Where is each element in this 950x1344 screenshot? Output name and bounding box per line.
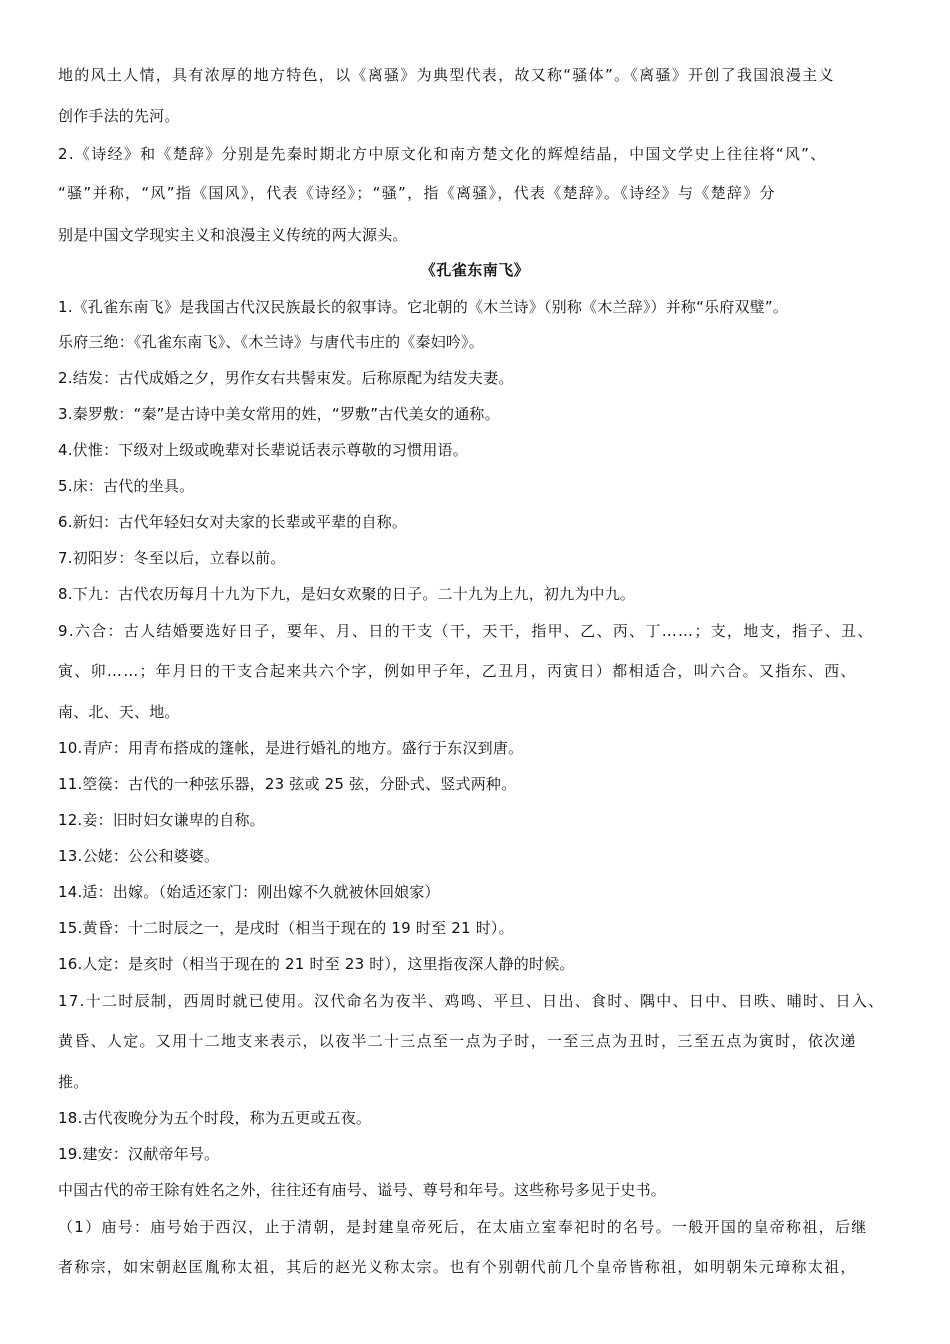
list-item: 16.人定：是亥时（相当于现在的 21 时至 23 时），这里指夜深人静的时候。 — [58, 955, 575, 973]
list-item: 13.公姥：公公和婆婆。 — [58, 847, 220, 865]
intro-line: 别是中国文学现实主义和浪漫主义传统的两大源头。 — [58, 226, 408, 244]
intro-line: 地的风土人情，具有浓厚的地方特色，以《离骚》为典型代表，故又称“骚体”。《离骚》开创了我国浪漫主义 — [58, 66, 835, 84]
list-item: 17.十二时辰制，西周时就已使用。汉代命名为夜半、鸡鸣、平旦、日出、食时、隅中、日中、日昳、晡时、日入、 — [58, 992, 885, 1010]
list-item: 2.结发：古代成婚之夕，男作女右共髻束发。后称原配为结发夫妻。 — [58, 369, 514, 387]
list-item: 12.妾：旧时妇女谦卑的自称。 — [58, 811, 265, 829]
list-item: 15.黄昏：十二时辰之一，是戌时（相当于现在的 19 时至 21 时）。 — [58, 919, 514, 937]
list-item: 10.青庐：用青布搭成的篷帐，是进行婚礼的地方。盛行于东汉到唐。 — [58, 739, 524, 757]
list-item: 6.新妇：古代年轻妇女对夫家的长辈或平辈的自称。 — [58, 513, 408, 531]
list-item: （1）庙号：庙号始于西汉，止于清朝，是封建皇帝死后，在太庙立室奉祀时的名号。一般开国的皇帝称祖，后继 — [58, 1218, 868, 1236]
list-item: 中国古代的帝王除有姓名之外，往往还有庙号、谥号、尊号和年号。这些称号多见于史书。 — [58, 1181, 667, 1199]
list-item: 4.伏惟：下级对上级或晚辈对长辈说话表示尊敬的习惯用语。 — [58, 441, 468, 459]
list-item: 9.六合：古人结婚要选好日子，要年、月、日的干支（干，天干，指甲、乙、丙、丁……；支，地支，指子、丑、 — [58, 622, 874, 640]
list-item: 7.初阳岁：冬至以后，立春以前。 — [58, 549, 286, 567]
list-item: 5.床：古代的坐具。 — [58, 477, 195, 495]
list-item: 推。 — [58, 1073, 89, 1091]
intro-line: “骚”并称，“风”指《国风》，代表《诗经》；“骚”，指《离骚》，代表《楚辞》。《诗经》与《楚辞》分 — [58, 184, 776, 202]
list-item: 寅、卯……；年月日的干支合起来共六个字，例如甲子年，乙丑月，丙寅日）都相适合，叫六合。又指东、西、 — [58, 662, 857, 680]
list-item: 11.箜篌：古代的一种弦乐器，23 弦或 25 弦，分卧式、竖式两种。 — [58, 775, 517, 793]
section-title: 《孔雀东南飞》 — [420, 261, 530, 279]
list-item: 黄昏、人定。又用十二地支来表示，以夜半二十三点至一点为子时，一至三点为丑时，三至五点为寅时，依次递 — [58, 1032, 857, 1050]
list-item: 3.秦罗敷：“秦”是古诗中美女常用的姓，“罗敷”古代美女的通称。 — [58, 405, 500, 423]
intro-line: 2.《诗经》和《楚辞》分别是先秦时期北方中原文化和南方楚文化的辉煌结晶，中国文学史上往往将“风”、 — [58, 145, 827, 163]
intro-line: 创作手法的先河。 — [58, 107, 180, 125]
list-item: 南、北、天、地。 — [58, 703, 180, 721]
list-item: 19.建安：汉献帝年号。 — [58, 1145, 220, 1163]
list-item: 14.适：出嫁。（始适还家门：刚出嫁不久就被休回娘家） — [58, 883, 440, 901]
list-item: 8.下九：古代农历每月十九为下九，是妇女欢聚的日子。二十九为上九，初九为中九。 — [58, 585, 636, 603]
list-item: 者称宗，如宋朝赵匡胤称太祖，其后的赵光义称太宗。也有个别朝代前几个皇帝皆称祖，如明朝朱元璋称太祖， — [58, 1258, 857, 1276]
list-item: 乐府三绝：《孔雀东南飞》、《木兰诗》与唐代韦庄的《秦妇吟》。 — [58, 333, 485, 351]
list-item: 1.《孔雀东南飞》是我国古代汉民族最长的叙事诗。它北朝的《木兰诗》（别称《木兰辞》）并称“乐府双璧”。 — [58, 298, 789, 316]
list-item: 18.古代夜晚分为五个时段，称为五更或五夜。 — [58, 1109, 372, 1127]
